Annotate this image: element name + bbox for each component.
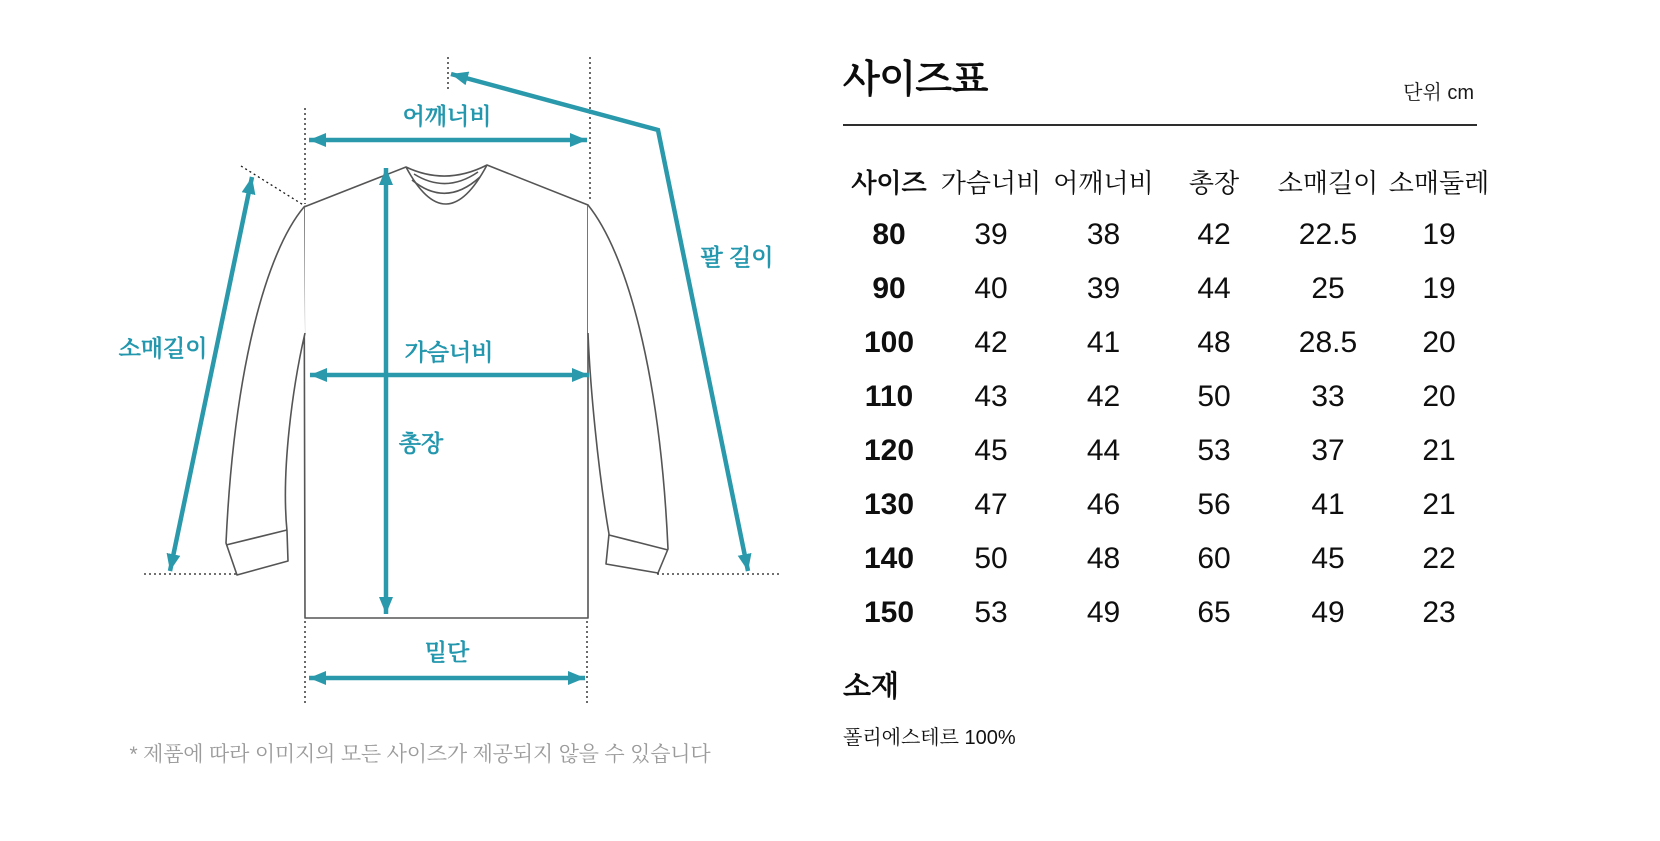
measurement-diagram: [0, 0, 830, 800]
size-value-cell: 23: [1422, 596, 1456, 629]
shirt-right-sleeve: [588, 205, 668, 573]
size-value-cell: 38: [1086, 218, 1121, 251]
size-value-cell: 56: [1197, 488, 1231, 521]
size-value-cell: 19: [1422, 218, 1456, 251]
size-row-label: 90: [872, 272, 906, 305]
size-value-cell: 41: [1311, 488, 1345, 521]
size-value-cell: 44: [1197, 272, 1231, 305]
size-value-cell: 21: [1422, 434, 1456, 467]
shoulder-width-label: 어깨너비: [402, 103, 492, 129]
shirt-measurement-illustration: [0, 0, 830, 800]
size-value-cell: 65: [1197, 596, 1231, 629]
column-header: 사이즈: [851, 167, 927, 198]
size-row-label: 150: [863, 596, 915, 629]
column-header: 소매길이: [1277, 167, 1379, 198]
size-value-cell: 43: [974, 380, 1008, 413]
size-row-label: 110: [864, 380, 914, 413]
size-value-cell: 42: [1197, 218, 1231, 251]
shirt-outline: [226, 165, 668, 618]
size-value-cell: 37: [1311, 434, 1345, 467]
column-header: 가슴너비: [940, 167, 1042, 198]
size-row-label: 100: [863, 326, 915, 359]
size-row-label: 130: [863, 488, 915, 521]
size-value-cell: 48: [1197, 326, 1231, 359]
sleeve-length-label: 소매길이: [118, 335, 208, 361]
shirt-body: [304, 165, 588, 618]
size-value-cell: 50: [974, 542, 1008, 575]
size-value-cell: 25: [1311, 272, 1345, 305]
size-value-cell: 41: [1086, 326, 1121, 359]
size-value-cell: 42: [974, 326, 1008, 359]
size-value-cell: 40: [974, 272, 1008, 305]
size-value-cell: 22: [1422, 542, 1456, 575]
material-heading: 소재: [843, 671, 900, 703]
diagram-footnote: * 제품에 따라 이미지의 모든 사이즈가 제공되지 않을 수 있습니다: [129, 743, 711, 766]
size-table: [843, 154, 1490, 640]
arm-length-label: 팔 길이: [700, 244, 774, 270]
size-value-cell: 47: [974, 488, 1008, 521]
size-value-cell: 21: [1422, 488, 1456, 521]
unit-label: 단위 cm: [1403, 82, 1474, 104]
column-header: 소매둘레: [1388, 167, 1490, 198]
hem-label: 밑단: [424, 639, 470, 665]
size-value-cell: 22.5: [1298, 218, 1358, 251]
size-row-label: 140: [863, 542, 915, 575]
size-table-panel: [843, 0, 1490, 750]
size-value-cell: 45: [974, 434, 1008, 467]
column-header: 총장: [1188, 167, 1240, 198]
size-value-cell: 46: [1086, 488, 1121, 521]
size-value-cell: 49: [1086, 596, 1121, 629]
size-value-cell: 20: [1422, 326, 1456, 359]
size-value-cell: 45: [1311, 542, 1345, 575]
column-header: 어깨너비: [1053, 167, 1154, 198]
size-value-cell: 50: [1197, 380, 1231, 413]
size-value-cell: 39: [974, 218, 1008, 251]
size-value-cell: 39: [1086, 272, 1121, 305]
material-value: 폴리에스테르 100%: [843, 727, 1016, 749]
size-row-label: 120: [863, 434, 915, 467]
size-value-cell: 48: [1086, 542, 1121, 575]
total-length-label: 총장: [398, 430, 444, 456]
size-value-cell: 28.5: [1298, 326, 1358, 359]
size-value-cell: 53: [974, 596, 1008, 629]
shirt-left-sleeve: [226, 207, 305, 575]
size-row-label: 80: [872, 218, 906, 251]
size-value-cell: 42: [1086, 380, 1121, 413]
panel-header: [843, 0, 1477, 126]
chest-width-label: 가슴너비: [404, 339, 494, 365]
size-value-cell: 19: [1422, 272, 1456, 305]
size-value-cell: 49: [1311, 596, 1345, 629]
size-value-cell: 20: [1422, 380, 1456, 413]
size-value-cell: 60: [1197, 542, 1231, 575]
size-value-cell: 53: [1197, 434, 1231, 467]
page-title: 사이즈표: [843, 59, 988, 101]
size-value-cell: 33: [1311, 380, 1345, 413]
size-value-cell: 44: [1086, 434, 1121, 467]
